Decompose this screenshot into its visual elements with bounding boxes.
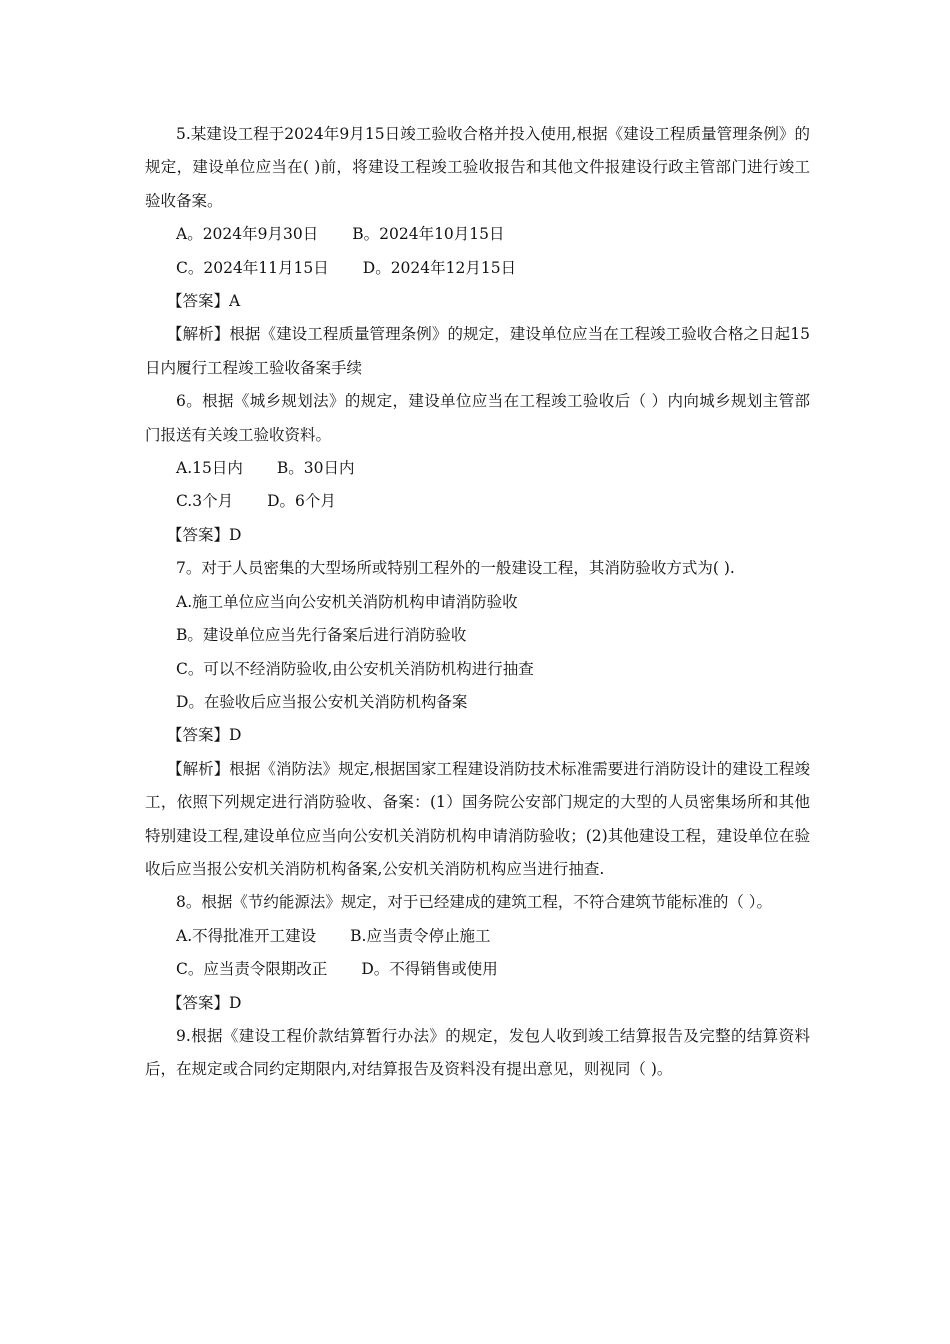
question-6-answer: 【答案】D: [167, 525, 242, 544]
question-5-stem: 5.某建设工程于2024年9月15日竣工验收合格并投入使用,根据《建设工程质量管理条例》的规定，建设单位应当在( )前，将建设工程竣工验收报告和其他文件报建设行政主管部门进行竣工验收备案。: [145, 125, 810, 210]
option-a: A.15日内: [176, 459, 243, 478]
question-7-explanation: 【解析】根据《消防法》规定,根据国家工程建设消防技术标准需要进行消防设计的建设工程竣工，依照下列规定进行消防验收、备案：(1）国务院公安部门规定的大型的人员密集场所和其他特别建设工程,建设单位应当向公安机关消防机构申请消防验收；(2)其他建设工程，建设单位在验收后应当报公安机关消防机构备案,公安机关消防机构应当进行抽查.: [145, 759, 810, 878]
option-b: B。30日内: [276, 459, 355, 478]
option-a: A。2024年9月30日: [176, 225, 319, 244]
question-5-options-row-2: [145, 252, 810, 285]
question-7-option-a: A.施工单位应当向公安机关消防机构申请消防验收: [176, 592, 518, 611]
document-page: [145, 118, 810, 1087]
question-5-explanation: 【解析】根据《建设工程质量管理条例》的规定，建设单位应当在工程竣工验收合格之日起15日内履行工程竣工验收备案手续: [145, 325, 810, 377]
question-8-options-row-2: [145, 953, 810, 986]
option-c: C.3个月: [176, 492, 234, 511]
option-b: B.应当责令停止施工: [350, 926, 491, 945]
question-6-options-row-1: [145, 452, 810, 485]
option-d: D。不得销售或使用: [361, 960, 498, 979]
question-7-option-b: B。建设单位应当先行备案后进行消防验收: [176, 626, 467, 645]
question-8-answer: 【答案】D: [167, 993, 242, 1012]
question-5-options-row-1: [145, 218, 810, 251]
question-6-stem: 6。根据《城乡规划法》的规定，建设单位应当在工程竣工验收后（ ）内向城乡规划主管部门报送有关竣工验收资料。: [145, 392, 810, 444]
option-c: C。应当责令限期改正: [176, 960, 328, 979]
option-a: A.不得批准开工建设: [176, 926, 317, 945]
option-c: C。2024年11月15日: [176, 258, 329, 277]
question-8-options-row-1: [145, 920, 810, 953]
question-6-options-row-2: [145, 485, 810, 518]
question-7-option-d: D。在验收后应当报公安机关消防机构备案: [176, 692, 468, 711]
option-b: B。2024年10月15日: [352, 225, 505, 244]
question-5-answer: 【答案】A: [167, 292, 241, 311]
question-8-stem: 8。根据《节约能源法》规定，对于已经建成的建筑工程，不符合建筑节能标准的（ ）。: [176, 893, 773, 912]
question-7-option-c: C。可以不经消防验收,由公安机关消防机构进行抽查: [176, 659, 534, 678]
question-7-answer: 【答案】D: [167, 726, 242, 745]
option-d: D。6个月: [267, 492, 336, 511]
question-7-stem: 7。对于人员密集的大型场所或特别工程外的一般建设工程，其消防验收方式为( ).: [176, 559, 735, 578]
option-d: D。2024年12月15日: [362, 258, 517, 277]
question-9-stem: 9.根据《建设工程价款结算暂行办法》的规定，发包人收到竣工结算报告及完整的结算资料后，在规定或合同约定期限内,对结算报告及资料没有提出意见，则视同（ )。: [145, 1026, 810, 1079]
